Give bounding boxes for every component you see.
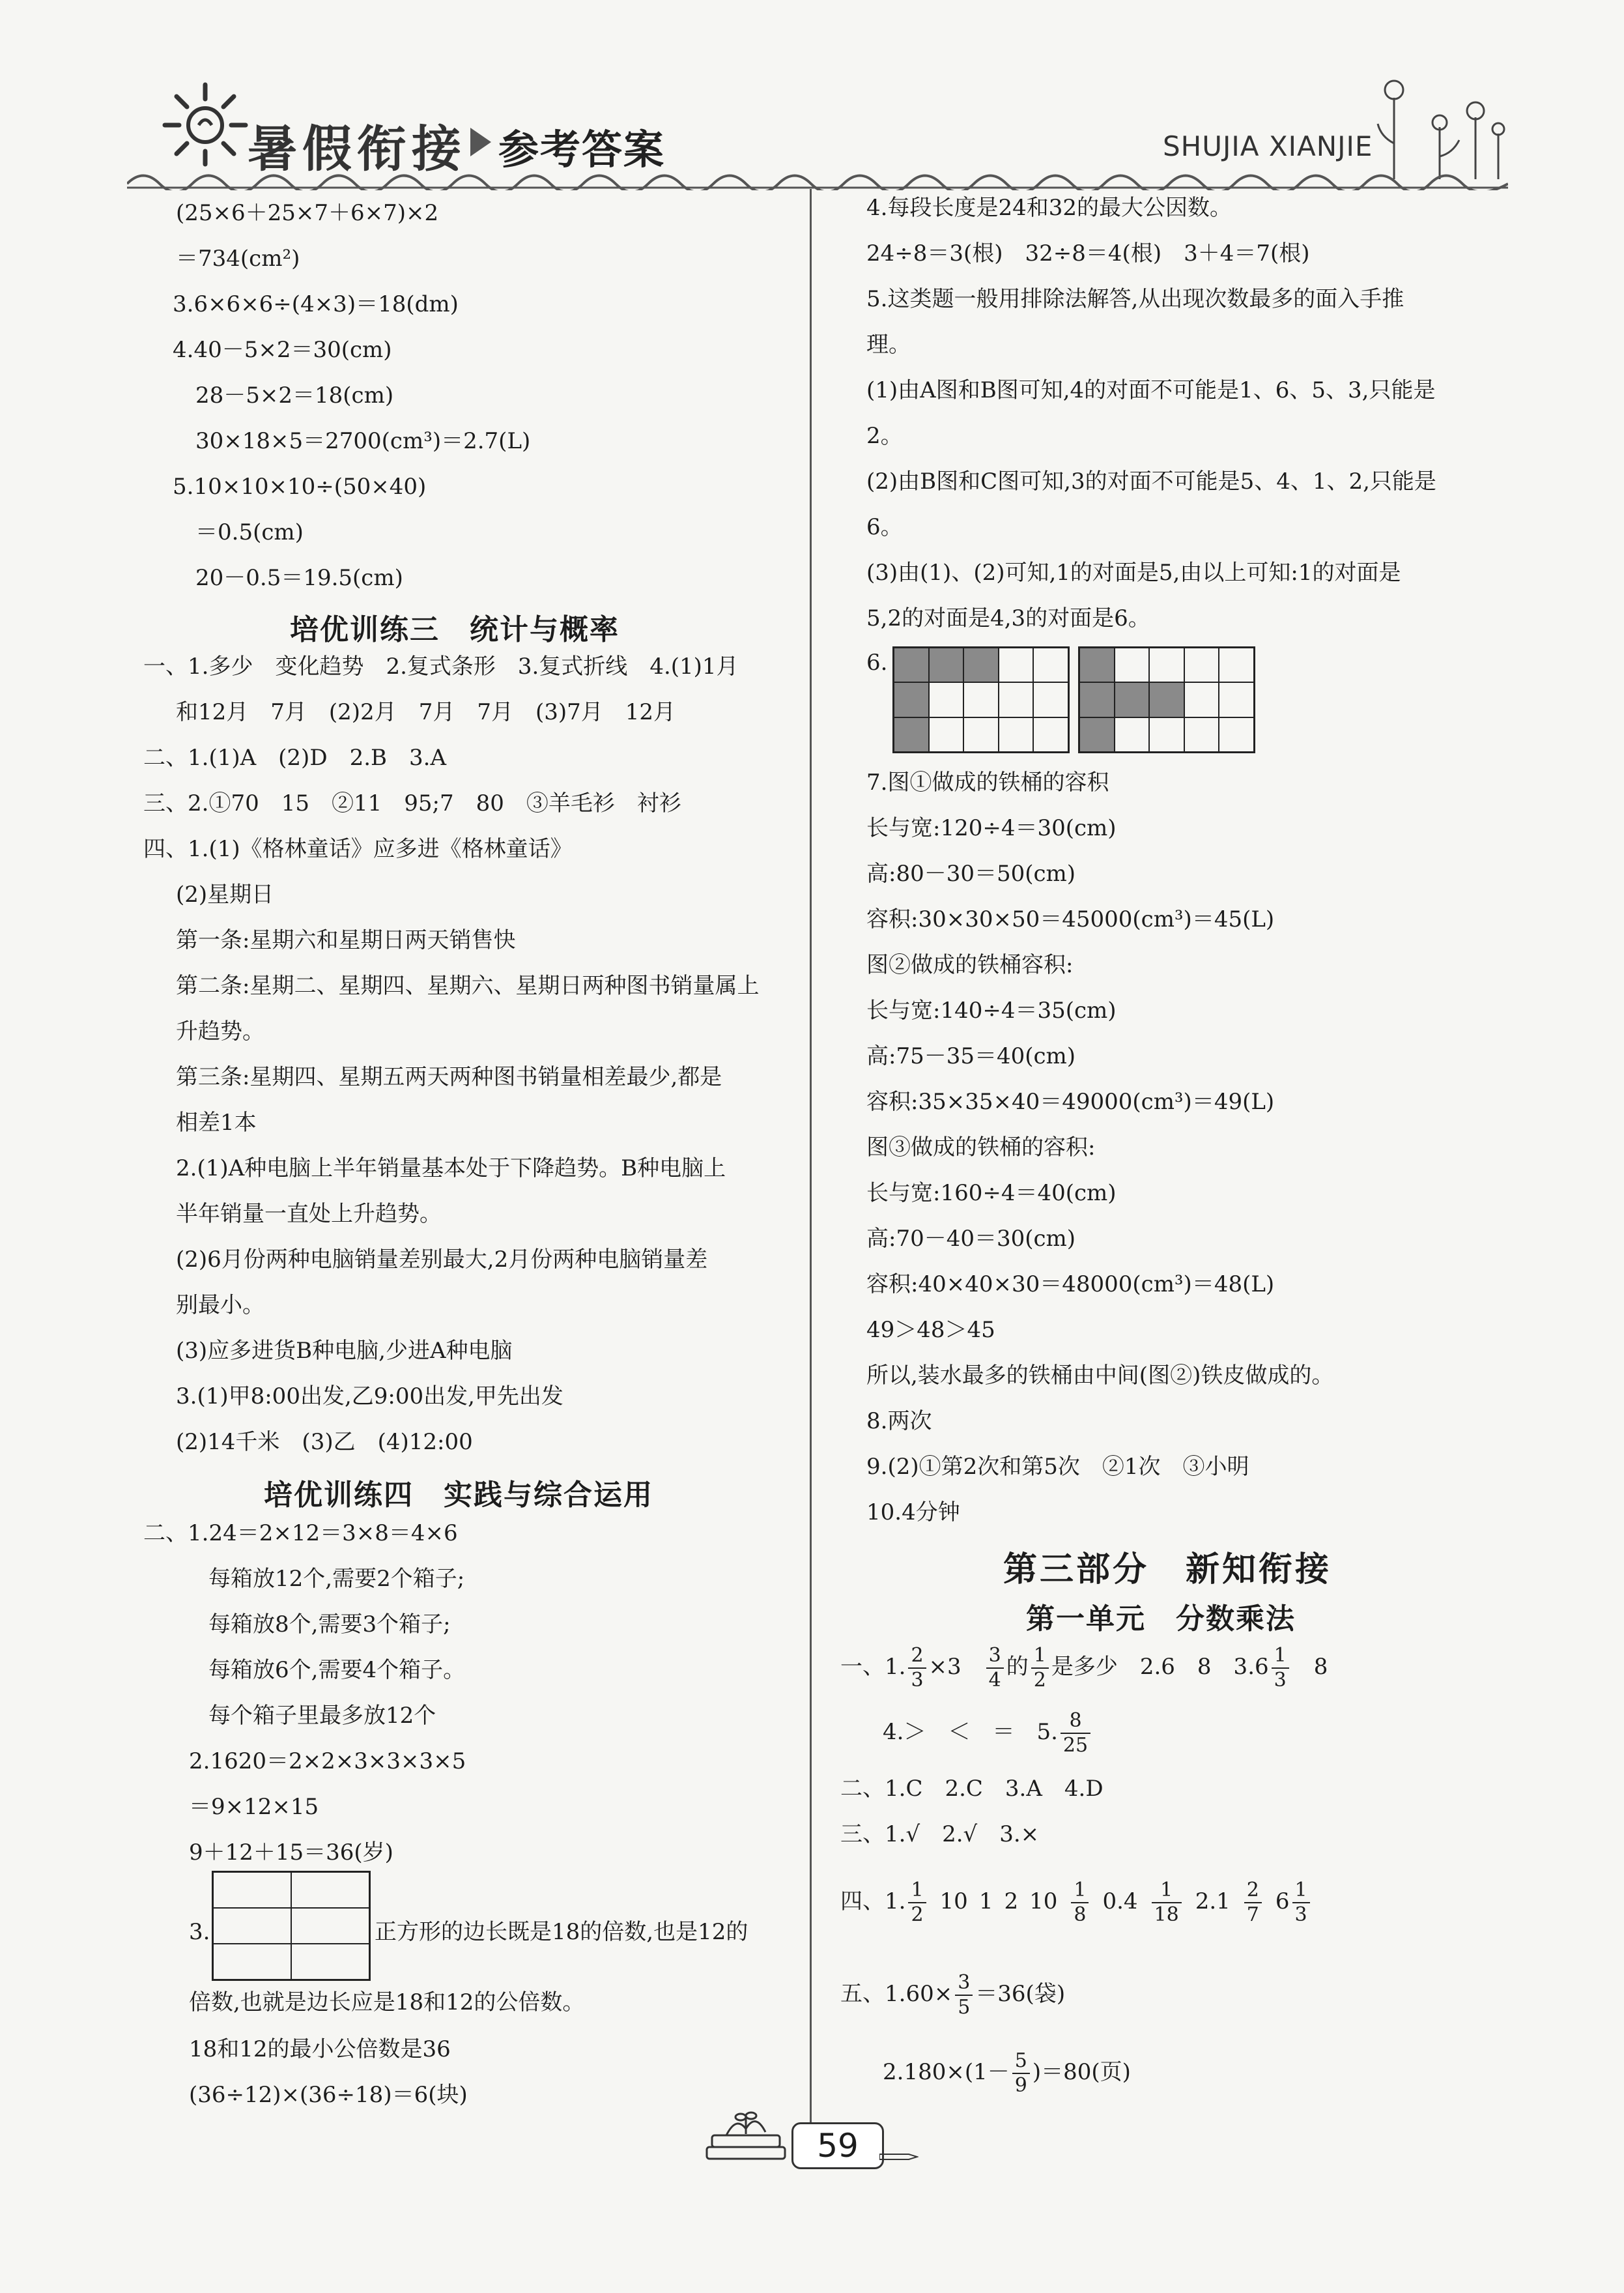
fraction: $\frac{5}{9}$ [1012, 2051, 1030, 2096]
answer-line: 每箱放6个,需要4个箱子。 [208, 1657, 466, 1683]
answer-line: 第二条:星期二、星期四、星期六、星期日两种图书销量属上 [176, 973, 760, 999]
answer-line: ＝0.5(cm) [195, 519, 304, 545]
answer-line: 2.(1)A种电脑上半年销量基本处于下降趋势。B种电脑上 [176, 1155, 726, 1181]
text: 的 [1006, 1654, 1029, 1680]
answer-line: 4.40－5×2＝30(cm) [173, 337, 392, 363]
answer-line: 四、1.(1)《格林童话》应多进《格林童话》 [143, 836, 573, 862]
fraction: $\frac{3}{5}$ [955, 1973, 973, 2017]
fraction: $\frac{1}{2}$ [1031, 1646, 1049, 1690]
arrow-icon [470, 128, 491, 156]
pencil-icon [879, 2150, 919, 2163]
text: )＝80(页) [1032, 2059, 1131, 2085]
text: 4.＞ ＜ ＝ 5. [883, 1719, 1058, 1745]
answer-line-fractions: 四、1. $\frac{1}{2}$ 10 1 2 10 $\frac{1}{8}$ 0.4 $\frac{1}{18}$ 2.1 $\frac{2}{7}$ 6 $\frac{1}{3}$ [840, 1881, 1313, 1925]
answer-line-fractions [840, 1646, 1328, 1690]
q-prefix: 一、1. [840, 1654, 906, 1680]
item-label: 3. [189, 1919, 210, 1945]
answer-line: 相差1本 [176, 1110, 257, 1136]
text: 五、1.60× [840, 1981, 953, 2007]
answer-line: (25×6＋25×7＋6×7)×2 [176, 200, 439, 226]
answer-line: 容积:40×40×30＝48000(cm³)＝48(L) [866, 1271, 1275, 1297]
answer-line: 升趋势。 [176, 1018, 264, 1045]
answer-line: 4.每段长度是24和32的最大公因数。 [866, 195, 1232, 221]
answer-line: 半年销量一直处上升趋势。 [176, 1201, 442, 1227]
fraction: $\frac{1}{8}$ [1071, 1881, 1089, 1925]
text: 是多少 2.6 8 3.6 [1051, 1654, 1269, 1680]
answer-line: 长与宽:120÷4＝30(cm) [866, 815, 1117, 841]
answer-line: 高:75－35＝40(cm) [866, 1043, 1076, 1069]
q-prefix: 四、1. [840, 1888, 906, 1914]
section-title-4: 培优训练四 实践与综合运用 [264, 1478, 653, 1512]
section-title-3: 培优训练三 统计与概率 [290, 613, 620, 646]
answer-line: 长与宽:160÷4＝40(cm) [866, 1180, 1117, 1206]
answer-line: 长与宽:140÷4＝35(cm) [866, 998, 1117, 1024]
answer-line: 三、2.①70 15 ②11 95;7 80 ③羊毛衫 衬衫 [143, 790, 681, 816]
part-title: 第三部分 新知衔接 [1003, 1550, 1332, 1589]
answer-line: ＝9×12×15 [189, 1794, 319, 1820]
answer-line: 所以,装水最多的铁桶由中间(图②)铁皮做成的。 [866, 1363, 1334, 1389]
net-grid-b [1078, 646, 1255, 753]
header-wave-divider [127, 164, 1508, 190]
answer-line: 和12月 7月 (2)2月 7月 7月 (3)7月 12月 [176, 699, 676, 725]
answer-line: 理。 [866, 332, 911, 358]
answer-line: 一、1.多少 变化趋势 2.复式条形 3.复式折线 4.(1)1月 [143, 654, 739, 680]
answer-line: 图②做成的铁桶容积: [866, 952, 1074, 978]
answer-line: 3.(1)甲8:00出发,乙9:00出发,甲先出发 [176, 1383, 563, 1409]
column-divider [810, 189, 812, 2144]
answer-line: 第一条:星期六和星期日两天销售快 [176, 927, 516, 953]
answer-line: 9＋12＋15＝36(岁) [189, 1839, 393, 1866]
answer-line: 容积:35×35×40＝49000(cm³)＝49(L) [866, 1089, 1275, 1115]
answer-line: (1)由A图和B图可知,4的对面不可能是1、6、5、3,只能是 [866, 377, 1436, 403]
text: 8 [1313, 1654, 1328, 1680]
answer-line: 7.图①做成的铁桶的容积 [866, 770, 1109, 796]
answer-line: 二、1.(1)A (2)D 2.B 3.A [143, 745, 446, 771]
answer-line: 2。 [866, 423, 903, 449]
answer-line: 3.6×6×6÷(4×3)＝18(dm) [173, 291, 459, 317]
fraction: $\frac{3}{4}$ [986, 1646, 1004, 1690]
fraction: $\frac{2}{7}$ [1244, 1881, 1262, 1925]
answer-line: 20－0.5＝19.5(cm) [195, 565, 403, 591]
answer-line: 每个箱子里最多放12个 [208, 1703, 436, 1729]
fraction: $\frac{1}{18}$ [1152, 1881, 1182, 1925]
answer-line-fractions [840, 1973, 1065, 2017]
net-grid-a [892, 646, 1070, 753]
answer-line: 5.这类题一般用排除法解答,从出现次数最多的面入手推 [866, 286, 1404, 312]
answer-line: 每箱放8个,需要3个箱子; [208, 1611, 451, 1637]
page-number: 59 [791, 2122, 884, 2169]
answer-line: 10.4分钟 [866, 1499, 960, 1525]
answer-line: (3)由(1)、(2)可知,1的对面是5,由以上可知:1的对面是 [866, 560, 1401, 586]
answer-line: 9.(2)①第2次和第5次 ②1次 ③小明 [866, 1454, 1249, 1480]
answer-line: 30×18×5＝2700(cm³)＝2.7(L) [195, 428, 531, 454]
unit-title: 第一单元 分数乘法 [1026, 1602, 1296, 1636]
answer-line-fractions [883, 1711, 1093, 1755]
header-title: 暑假衔接 [248, 120, 466, 178]
page-header [0, 0, 1624, 195]
books-icon [700, 2108, 791, 2173]
text: ＝36(袋) [975, 1981, 1066, 2007]
answer-line: 别最小。 [176, 1292, 264, 1318]
sun-icon [160, 78, 251, 169]
answer-line: 每箱放12个,需要2个箱子; [208, 1566, 465, 1592]
answer-line-fractions [883, 2051, 1131, 2096]
answer-line: 二、1.24＝2×12＝3×8＝4×6 [143, 1520, 458, 1546]
header-subtitle: 参考答案 [498, 126, 666, 173]
answer-line: (3)应多进货B种电脑,少进A种电脑 [176, 1338, 513, 1364]
header-brand: SHUJIA XIANJIE [1163, 130, 1373, 162]
fraction: $\frac{1}{2}$ [908, 1881, 926, 1925]
answer-line: 高:70－40＝30(cm) [866, 1226, 1076, 1252]
answer-line: 5.10×10×10÷(50×40) [173, 474, 427, 500]
answer-line: 49＞48＞45 [866, 1317, 995, 1343]
answer-line: 高:80－30＝50(cm) [866, 861, 1076, 887]
answer-line: 5,2的对面是4,3的对面是6。 [866, 605, 1150, 631]
item-label: 6. [866, 650, 888, 676]
answer-line: (2)星期日 [176, 882, 274, 908]
fraction: $\frac{8}{25}$ [1061, 1711, 1090, 1755]
answer-line: 倍数,也就是边长应是18和12的公倍数。 [189, 1989, 585, 2015]
answer-line: 二、1.C 2.C 3.A 4.D [840, 1776, 1104, 1802]
answer-line: ＝734(cm²) [176, 246, 300, 272]
answer-line: 正方形的边长既是18的倍数,也是12的 [375, 1919, 748, 1945]
answer-line: (2)由B图和C图可知,3的对面不可能是5、4、1、2,只能是 [866, 469, 1436, 495]
answer-line: 6。 [866, 514, 903, 540]
answer-line: 8.两次 [866, 1408, 932, 1434]
answer-line: 28－5×2＝18(cm) [195, 382, 394, 409]
answer-line: 24÷8＝3(根) 32÷8＝4(根) 3＋4＝7(根) [866, 240, 1310, 267]
answer-line: (2)14千米 (3)乙 (4)12:00 [176, 1429, 473, 1455]
fraction: $\frac{1}{3}$ [1292, 1881, 1310, 1925]
text: 2.180×(1－ [883, 2059, 1010, 2085]
answer-line: 18和12的最小公倍数是36 [189, 2036, 451, 2062]
answer-line: 图③做成的铁桶的容积: [866, 1134, 1096, 1161]
answer-line: 三、1.√ 2.√ 3.× [840, 1821, 1040, 1847]
answer-line: 2.1620＝2×2×3×3×3×5 [189, 1748, 466, 1774]
fraction: $\frac{1}{3}$ [1272, 1646, 1289, 1690]
fraction: $\frac{2}{3}$ [908, 1646, 926, 1690]
answer-line: (36÷12)×(36÷18)＝6(块) [189, 2082, 468, 2108]
rectangle-grid [212, 1871, 371, 1981]
answer-line: (2)6月份两种电脑销量差别最大,2月份两种电脑销量差 [176, 1247, 708, 1273]
text: ×3 [928, 1654, 962, 1680]
answer-line: 容积:30×30×50＝45000(cm³)＝45(L) [866, 906, 1275, 932]
answer-line: 第三条:星期四、星期五两天两种图书销量相差最少,都是 [176, 1064, 722, 1090]
